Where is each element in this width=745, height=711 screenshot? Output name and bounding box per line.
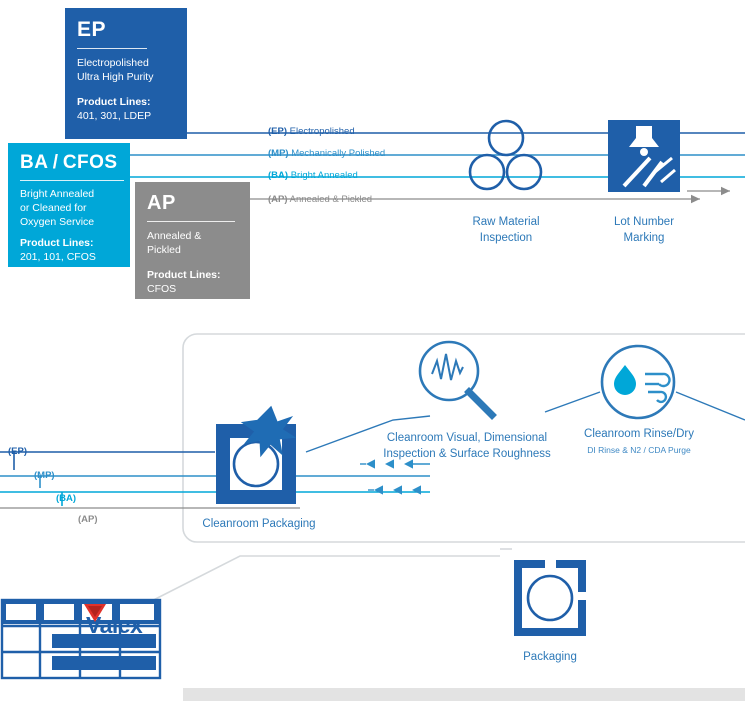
caption-cleanroom-inspection — [374, 431, 560, 462]
caption-lot-number-marking — [594, 215, 694, 246]
legend-card-ep-subtitle-line1: Electropolished — [77, 57, 149, 70]
caption-cleanroom-packaging — [186, 517, 332, 533]
legend-card-ep-title: EP — [77, 18, 107, 41]
legend-card-ba-cfos-title: BA / CFOS — [20, 152, 118, 173]
legend-card-ap[interactable] — [135, 182, 250, 299]
cleanroom-packaging-icon — [216, 406, 296, 504]
rinse-dry-icon — [602, 346, 674, 418]
lane-text-ba-top: Bright Annealed — [290, 170, 358, 181]
lane-label-ba-bottom — [56, 493, 76, 504]
arrowhead-ap-top — [691, 195, 700, 203]
lot-number-marking-icon — [608, 120, 680, 192]
legend-card-ep-subtitle — [77, 56, 175, 84]
lane-code-ep-top: (EP) — [268, 126, 287, 137]
lane-code-ba-top: (BA) — [268, 170, 289, 181]
caption-raw-material-inspection — [446, 215, 566, 246]
lane-label-mp-top — [268, 148, 385, 159]
lane-code-ap-top: (AP) — [268, 194, 288, 205]
arrowhead-ap-top-2 — [721, 187, 730, 195]
legend-card-ba-cfos-rule — [20, 180, 124, 181]
flow-arrows-left-row2 — [368, 485, 421, 494]
lane-code-ep-bottom: (EP) — [8, 446, 27, 457]
legend-card-ep-rule — [77, 48, 147, 49]
legend-card-ba-cfos-subtitle-line2: or Cleaned for — [20, 202, 87, 215]
legend-card-ba-cfos-subtitle — [20, 187, 118, 230]
rinse-connector — [545, 392, 600, 412]
legend-card-ba-cfos-lines-label: Product Lines: — [20, 237, 94, 250]
legend-card-ep[interactable] — [65, 8, 187, 139]
caption-cleanroom-inspection-line1: Cleanroom Visual, Dimensional — [386, 432, 548, 444]
magnifier-inspection-icon — [420, 342, 492, 415]
legend-card-ap-subtitle-line1: Annealed & Pickled — [147, 230, 202, 257]
lane-label-mp-bottom — [34, 470, 55, 481]
packaging-feed-line — [118, 556, 500, 618]
caption-packaging — [500, 650, 600, 666]
lane-label-ba-top — [268, 170, 358, 181]
lane-text-ep-top: Electropolished — [289, 126, 355, 137]
lane-label-ep-top — [268, 126, 355, 137]
bottom-grey-bar — [183, 688, 745, 701]
legend-card-ap-title: AP — [147, 192, 176, 214]
lane-code-mp-top: (MP) — [268, 148, 289, 159]
caption-cleanroom-rinse-dry-sub: DI Rinse & N2 / CDA Purge — [587, 444, 691, 455]
caption-cleanroom-rinse-dry — [566, 427, 712, 456]
caption-cleanroom-packaging-line1: Cleanroom Packaging — [202, 518, 316, 530]
lane-text-ap-top: Annealed & Pickled — [289, 194, 373, 205]
caption-lot-number-marking-line1: Lot Number — [613, 216, 675, 228]
legend-card-ba-cfos-subtitle-line1: Bright Annealed — [20, 187, 95, 200]
legend-card-ap-rule — [147, 221, 235, 222]
caption-raw-material-inspection-line2: Inspection — [479, 231, 533, 244]
legend-card-ap-subtitle — [147, 229, 238, 257]
packaging-icon — [514, 560, 586, 636]
legend-card-ap-lines-label: Product Lines: — [147, 269, 221, 282]
caption-packaging-line1: Packaging — [523, 651, 577, 663]
caption-raw-material-inspection-line1: Raw Material — [472, 216, 540, 228]
raw-material-inspection-icon — [470, 121, 541, 189]
lane-code-mp-bottom: (MP) — [34, 470, 55, 481]
lane-code-ap-bottom: (AP) — [78, 514, 98, 525]
lane-text-mp-top: Mechanically Polished — [291, 148, 386, 159]
valex-wordmark: Valex — [86, 612, 143, 638]
caption-cleanroom-inspection-line2: Inspection & Surface Roughness — [383, 447, 551, 460]
caption-cleanroom-rinse-dry-line1: Cleanroom Rinse/Dry — [584, 428, 694, 440]
legend-card-ba-cfos-subtitle-line3: Oxygen Service — [20, 216, 95, 229]
legend-card-ba-cfos[interactable] — [8, 143, 130, 267]
legend-card-ep-lines-label: Product Lines: — [77, 96, 151, 109]
rinse-outbound-connector — [676, 392, 745, 420]
legend-card-ba-cfos-lines-value: 201, 101, CFOS — [20, 251, 96, 264]
lane-code-ba-bottom: (BA) — [56, 493, 77, 504]
lane-label-ap-top — [268, 194, 372, 205]
legend-card-ap-lines-value: CFOS — [147, 282, 177, 295]
lane-label-ap-bottom — [78, 514, 98, 525]
caption-lot-number-marking-line2: Marking — [623, 231, 665, 244]
legend-card-ep-lines-value: 401, 301, LDEP — [77, 110, 152, 123]
legend-card-ep-subtitle-line2: Ultra High Purity — [77, 71, 154, 84]
lane-label-ep-bottom — [8, 446, 27, 457]
